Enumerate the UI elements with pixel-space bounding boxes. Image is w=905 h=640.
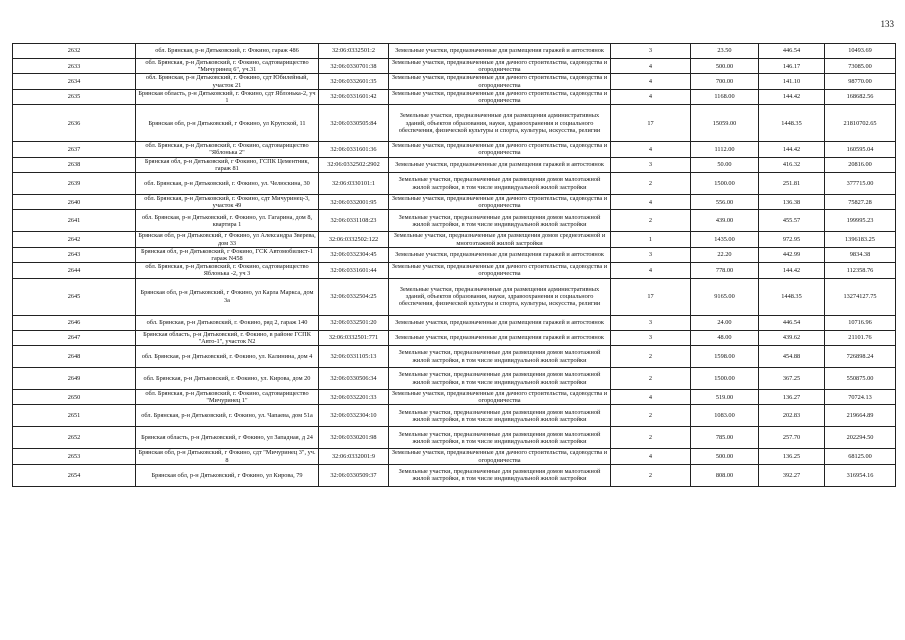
specific-value-cell: 1448.35 bbox=[759, 105, 825, 142]
group-cell: 4 bbox=[611, 74, 691, 89]
table-row bbox=[13, 390, 896, 405]
cadastral-number-cell: 32:06:0332502:122 bbox=[319, 232, 389, 247]
table-row bbox=[13, 263, 896, 278]
cadastral-value-cell: 98770.00 bbox=[825, 74, 896, 89]
address-cell: обл. Брянская, р-н Дятьковский, г. Фокино, ряд 2, гараж 140 bbox=[136, 315, 319, 330]
row-number: 2636 bbox=[13, 105, 136, 142]
area-cell: 22.20 bbox=[691, 247, 759, 262]
table-body bbox=[13, 44, 896, 487]
address-cell: обл. Брянская, р-н Дятьковский, г. Фокино, ул. Калинина, дом 4 bbox=[136, 346, 319, 368]
area-cell: 778.00 bbox=[691, 263, 759, 278]
row-number: 2654 bbox=[13, 464, 136, 486]
area-cell: 9165.00 bbox=[691, 278, 759, 315]
group-cell: 2 bbox=[611, 464, 691, 486]
land-use-cell: Земельные участки, предназначенные для размещения домов малоэтажной жилой застройки, в том числе индивидуальной жилой застройки bbox=[389, 346, 611, 368]
cadastral-value-cell: 70724.13 bbox=[825, 390, 896, 405]
row-number: 2639 bbox=[13, 173, 136, 195]
specific-value-cell: 146.17 bbox=[759, 59, 825, 74]
group-cell: 2 bbox=[611, 346, 691, 368]
cadastral-number-cell: 32:06:0331105:13 bbox=[319, 346, 389, 368]
address-cell: Брянская обл, р-н Дятьковский, г Фокино, ул Карла Маркса, дом 3а bbox=[136, 278, 319, 315]
specific-value-cell: 144.42 bbox=[759, 263, 825, 278]
table-row bbox=[13, 232, 896, 247]
group-cell: 2 bbox=[611, 368, 691, 390]
land-use-cell: Земельные участки, предназначенные для размещения административных зданий, объектов образования, науки, здравоохранения и социального обеспечения, физической культуры и спорта, культуры, искусства, религии bbox=[389, 105, 611, 142]
cadastral-number-cell: 32:06:0330701:38 bbox=[319, 59, 389, 74]
table-row bbox=[13, 210, 896, 232]
group-cell: 3 bbox=[611, 157, 691, 172]
address-cell: Брянская область, р-н Дятьковский, г. Фокино, сдт Яблонька-2, уч 1 bbox=[136, 89, 319, 104]
group-cell: 3 bbox=[611, 44, 691, 59]
address-cell: обл. Брянская, р-н Дятьковский, г. Фокино, садтоварищество "Мичуринец 1" bbox=[136, 390, 319, 405]
group-cell: 3 bbox=[611, 315, 691, 330]
address-cell: обл. Брянская, р-н Дятьковский, г. Фокино, садтоварищество Яблонька -2, уч 3 bbox=[136, 263, 319, 278]
specific-value-cell: 251.81 bbox=[759, 173, 825, 195]
cadastral-value-cell: 13274127.75 bbox=[825, 278, 896, 315]
cadastral-number-cell: 32:06:0332504:25 bbox=[319, 278, 389, 315]
area-cell: 1598.00 bbox=[691, 346, 759, 368]
cadastral-value-cell: 73085.00 bbox=[825, 59, 896, 74]
specific-value-cell: 202.83 bbox=[759, 405, 825, 427]
row-number: 2645 bbox=[13, 278, 136, 315]
land-use-cell: Земельные участки, предназначенные для дачного строительства, садоводства и огородничества bbox=[389, 263, 611, 278]
cadastral-value-cell: 160595.04 bbox=[825, 142, 896, 157]
land-use-cell: Земельные участки, предназначенные для дачного строительства, садоводства и огородничества bbox=[389, 449, 611, 464]
row-number: 2649 bbox=[13, 368, 136, 390]
land-use-cell: Земельные участки, предназначенные для дачного строительства, садоводства и огородничества bbox=[389, 59, 611, 74]
cadastral-number-cell: 32:06:0332001:9 bbox=[319, 449, 389, 464]
cadastral-number-cell: 32:06:0330509:37 bbox=[319, 464, 389, 486]
table-row bbox=[13, 157, 896, 172]
area-cell: 1500.00 bbox=[691, 368, 759, 390]
specific-value-cell: 136.25 bbox=[759, 449, 825, 464]
group-cell: 4 bbox=[611, 263, 691, 278]
row-number: 2641 bbox=[13, 210, 136, 232]
land-use-cell: Земельные участки, предназначенные для размещения домов малоэтажной жилой застройки, в том числе индивидуальной жилой застройки bbox=[389, 464, 611, 486]
cadastral-number-cell: 32:06:0331601:44 bbox=[319, 263, 389, 278]
group-cell: 2 bbox=[611, 405, 691, 427]
land-use-cell: Земельные участки, предназначенные для размещения домов среднеэтажной и многоэтажной жилой застройки bbox=[389, 232, 611, 247]
address-cell: Брянская обл, р-н Дятьковский, г Фокино, сдт "Мичуринец 3", уч. 8 bbox=[136, 449, 319, 464]
address-cell: обл. Брянская, р-н Дятьковский, г. Фокино, сдт Мичуринец-3, участок 49 bbox=[136, 195, 319, 210]
land-use-cell: Земельные участки, предназначенные для дачного строительства, садоводства и огородничества bbox=[389, 390, 611, 405]
table-row bbox=[13, 449, 896, 464]
group-cell: 17 bbox=[611, 278, 691, 315]
area-cell: 785.00 bbox=[691, 427, 759, 449]
land-use-cell: Земельные участки, предназначенные для размещения гаражей и автостоянок bbox=[389, 157, 611, 172]
area-cell: 23.50 bbox=[691, 44, 759, 59]
table-row bbox=[13, 346, 896, 368]
table-row bbox=[13, 44, 896, 59]
specific-value-cell: 257.70 bbox=[759, 427, 825, 449]
row-number: 2646 bbox=[13, 315, 136, 330]
area-cell: 1168.00 bbox=[691, 89, 759, 104]
cadastral-number-cell: 32:06:0332501:2 bbox=[319, 44, 389, 59]
cadastral-number-cell: 32:06:0331108:23 bbox=[319, 210, 389, 232]
specific-value-cell: 136.38 bbox=[759, 195, 825, 210]
cadastral-number-cell: 32:06:0332502:2902 bbox=[319, 157, 389, 172]
specific-value-cell: 141.10 bbox=[759, 74, 825, 89]
area-cell: 500.00 bbox=[691, 59, 759, 74]
cadastral-number-cell: 32:06:0330101:1 bbox=[319, 173, 389, 195]
row-number: 2635 bbox=[13, 89, 136, 104]
land-use-cell: Земельные участки, предназначенные для размещения домов малоэтажной жилой застройки, в том числе индивидуальной жилой застройки bbox=[389, 368, 611, 390]
row-number: 2650 bbox=[13, 390, 136, 405]
specific-value-cell: 416.32 bbox=[759, 157, 825, 172]
row-number: 2637 bbox=[13, 142, 136, 157]
address-cell: Брянская обл, р-н Дятьковский, г Фокино, ГСПК Цементник, гараж 81 bbox=[136, 157, 319, 172]
cadastral-value-cell: 1396183.25 bbox=[825, 232, 896, 247]
page-number: 133 bbox=[880, 19, 894, 29]
cadastral-value-cell: 316954.16 bbox=[825, 464, 896, 486]
table-row bbox=[13, 278, 896, 315]
cadastral-value-cell: 550875.00 bbox=[825, 368, 896, 390]
cadastral-value-cell: 75827.28 bbox=[825, 195, 896, 210]
group-cell: 17 bbox=[611, 105, 691, 142]
cadastral-value-cell: 21101.76 bbox=[825, 330, 896, 345]
cadastral-value-cell: 112358.76 bbox=[825, 263, 896, 278]
cadastral-value-cell: 10493.69 bbox=[825, 44, 896, 59]
specific-value-cell: 144.42 bbox=[759, 89, 825, 104]
area-cell: 808.00 bbox=[691, 464, 759, 486]
specific-value-cell: 455.57 bbox=[759, 210, 825, 232]
land-use-cell: Земельные участки, предназначенные для размещения домов малоэтажной жилой застройки, в том числе индивидуальной жилой застройки bbox=[389, 210, 611, 232]
cadastral-value-cell: 20816.00 bbox=[825, 157, 896, 172]
cadastral-number-cell: 32:06:0332304:45 bbox=[319, 247, 389, 262]
address-cell: Брянская обл, р-н Дятьковский, г Фокино, ул Александра Зверева, дом 33 bbox=[136, 232, 319, 247]
cadastral-number-cell: 32:06:0330506:34 bbox=[319, 368, 389, 390]
specific-value-cell: 367.25 bbox=[759, 368, 825, 390]
row-number: 2644 bbox=[13, 263, 136, 278]
specific-value-cell: 136.27 bbox=[759, 390, 825, 405]
row-number: 2643 bbox=[13, 247, 136, 262]
area-cell: 48.00 bbox=[691, 330, 759, 345]
address-cell: Брянская область, р-н Дятьковский, г. Фокино, в районе ГСПК "Авто-1", участок N2 bbox=[136, 330, 319, 345]
cadastral-value-cell: 168682.56 bbox=[825, 89, 896, 104]
address-cell: обл. Брянская, р-н Дятьковский, г. Фокино, сдт Юбилейный, участок 21 bbox=[136, 74, 319, 89]
cadastral-number-cell: 32:06:0331601:42 bbox=[319, 89, 389, 104]
land-use-cell: Земельные участки, предназначенные для размещения домов малоэтажной жилой застройки, в том числе индивидуальной жилой застройки bbox=[389, 427, 611, 449]
cadastral-value-cell: 10716.96 bbox=[825, 315, 896, 330]
land-use-cell: Земельные участки, предназначенные для размещения домов малоэтажной жилой застройки, в том числе индивидуальной жилой застройки bbox=[389, 405, 611, 427]
specific-value-cell: 144.42 bbox=[759, 142, 825, 157]
cadastral-number-cell: 32:06:0332001:95 bbox=[319, 195, 389, 210]
row-number: 2632 bbox=[13, 44, 136, 59]
row-number: 2651 bbox=[13, 405, 136, 427]
cadastral-value-cell: 726898.24 bbox=[825, 346, 896, 368]
land-use-cell: Земельные участки, предназначенные для дачного строительства, садоводства и огородничества bbox=[389, 142, 611, 157]
specific-value-cell: 454.88 bbox=[759, 346, 825, 368]
table-row bbox=[13, 173, 896, 195]
cadastral-value-cell: 219664.89 bbox=[825, 405, 896, 427]
specific-value-cell: 446.54 bbox=[759, 315, 825, 330]
row-number: 2640 bbox=[13, 195, 136, 210]
row-number: 2648 bbox=[13, 346, 136, 368]
area-cell: 1435.00 bbox=[691, 232, 759, 247]
group-cell: 4 bbox=[611, 59, 691, 74]
area-cell: 700.00 bbox=[691, 74, 759, 89]
land-use-cell: Земельные участки, предназначенные для размещения административных зданий, объектов образования, науки, здравоохранения и социального обеспечения, физической культуры и спорта, культуры, искусства, религии bbox=[389, 278, 611, 315]
row-number: 2647 bbox=[13, 330, 136, 345]
address-cell: обл. Брянская, р-н Дятьковский, г. Фокино, садтоварищество "Яблонька 2" bbox=[136, 142, 319, 157]
area-cell: 1083.00 bbox=[691, 405, 759, 427]
specific-value-cell: 442.99 bbox=[759, 247, 825, 262]
area-cell: 15059.00 bbox=[691, 105, 759, 142]
address-cell: обл. Брянская, р-н Дятьковский, г. Фокино, садтоварищество "Мичуринец 6", уч.31 bbox=[136, 59, 319, 74]
area-cell: 50.00 bbox=[691, 157, 759, 172]
land-use-cell: Земельные участки, предназначенные для размещения домов малоэтажной жилой застройки, в том числе индивидуальной жилой застройки bbox=[389, 173, 611, 195]
table-row bbox=[13, 427, 896, 449]
address-cell: Брянская обл, р-н Дятьковский, г Фокино, ул Кирова, 79 bbox=[136, 464, 319, 486]
land-use-cell: Земельные участки, предназначенные для размещения гаражей и автостоянок bbox=[389, 330, 611, 345]
area-cell: 24.00 bbox=[691, 315, 759, 330]
group-cell: 3 bbox=[611, 330, 691, 345]
specific-value-cell: 446.54 bbox=[759, 44, 825, 59]
row-number: 2642 bbox=[13, 232, 136, 247]
table-row bbox=[13, 74, 896, 89]
table-row bbox=[13, 405, 896, 427]
group-cell: 2 bbox=[611, 210, 691, 232]
area-cell: 1500.00 bbox=[691, 173, 759, 195]
table-row bbox=[13, 89, 896, 104]
table-row bbox=[13, 315, 896, 330]
specific-value-cell: 1448.35 bbox=[759, 278, 825, 315]
address-cell: Брянская обл, р-н Дятьковский, г Фокино, ул Крупской, 11 bbox=[136, 105, 319, 142]
address-cell: обл. Брянская, р-н Дятьковский, г. Фокино, ул. Гагарина, дом 8, квартира 1 bbox=[136, 210, 319, 232]
group-cell: 3 bbox=[611, 247, 691, 262]
group-cell: 4 bbox=[611, 89, 691, 104]
land-use-cell: Земельные участки, предназначенные для размещения гаражей и автостоянок bbox=[389, 315, 611, 330]
cadastral-value-cell: 202294.50 bbox=[825, 427, 896, 449]
land-use-cell: Земельные участки, предназначенные для размещения гаражей и автостоянок bbox=[389, 44, 611, 59]
table-row bbox=[13, 330, 896, 345]
land-use-cell: Земельные участки, предназначенные для дачного строительства, садоводства и огородничества bbox=[389, 89, 611, 104]
cadastral-value-cell: 21810702.65 bbox=[825, 105, 896, 142]
group-cell: 4 bbox=[611, 195, 691, 210]
cadastral-number-cell: 32:06:0332201:33 bbox=[319, 390, 389, 405]
area-cell: 1112.00 bbox=[691, 142, 759, 157]
cadastral-value-cell: 9834.38 bbox=[825, 247, 896, 262]
address-cell: обл. Брянская, р-н Дятьковский, г. Фокино, ул. Челюскина, 30 bbox=[136, 173, 319, 195]
land-use-cell: Земельные участки, предназначенные для размещения гаражей и автостоянок bbox=[389, 247, 611, 262]
specific-value-cell: 439.62 bbox=[759, 330, 825, 345]
cadastral-number-cell: 32:06:0331601:36 bbox=[319, 142, 389, 157]
table-row bbox=[13, 247, 896, 262]
cadastral-value-table bbox=[12, 43, 896, 487]
cadastral-number-cell: 32:06:0332501:20 bbox=[319, 315, 389, 330]
area-cell: 519.00 bbox=[691, 390, 759, 405]
cadastral-number-cell: 32:06:0332601:35 bbox=[319, 74, 389, 89]
group-cell: 1 bbox=[611, 232, 691, 247]
table-row bbox=[13, 464, 896, 486]
address-cell: обл. Брянская, р-н Дятьковский, г. Фокино, гараж 486 bbox=[136, 44, 319, 59]
area-cell: 500.00 bbox=[691, 449, 759, 464]
land-use-cell: Земельные участки, предназначенные для дачного строительства, садоводства и огородничества bbox=[389, 195, 611, 210]
table-row bbox=[13, 59, 896, 74]
group-cell: 4 bbox=[611, 390, 691, 405]
address-cell: обл. Брянская, р-н Дятьковский, г. Фокино, ул. Чапаева, дом 51а bbox=[136, 405, 319, 427]
table-row bbox=[13, 105, 896, 142]
table-row bbox=[13, 195, 896, 210]
area-cell: 556.00 bbox=[691, 195, 759, 210]
row-number: 2653 bbox=[13, 449, 136, 464]
cadastral-number-cell: 32:06:0330505:84 bbox=[319, 105, 389, 142]
land-use-cell: Земельные участки, предназначенные для дачного строительства, садоводства и огородничества bbox=[389, 74, 611, 89]
row-number: 2638 bbox=[13, 157, 136, 172]
cadastral-value-cell: 199995.23 bbox=[825, 210, 896, 232]
cadastral-number-cell: 32:06:0332501:771 bbox=[319, 330, 389, 345]
group-cell: 2 bbox=[611, 173, 691, 195]
cadastral-number-cell: 32:06:0330201:98 bbox=[319, 427, 389, 449]
table-row bbox=[13, 368, 896, 390]
specific-value-cell: 972.95 bbox=[759, 232, 825, 247]
specific-value-cell: 392.27 bbox=[759, 464, 825, 486]
group-cell: 4 bbox=[611, 142, 691, 157]
area-cell: 439.00 bbox=[691, 210, 759, 232]
row-number: 2634 bbox=[13, 74, 136, 89]
group-cell: 4 bbox=[611, 449, 691, 464]
cadastral-value-cell: 377715.00 bbox=[825, 173, 896, 195]
row-number: 2633 bbox=[13, 59, 136, 74]
row-number: 2652 bbox=[13, 427, 136, 449]
address-cell: Брянская область, р-н Дятьковский, г Фокино, ул Западная, д 24 bbox=[136, 427, 319, 449]
address-cell: Брянская обл, р-н Дятьковский, г Фокино, ГСК Автомобилист-1 гараж N458 bbox=[136, 247, 319, 262]
group-cell: 2 bbox=[611, 427, 691, 449]
cadastral-value-cell: 68125.00 bbox=[825, 449, 896, 464]
cadastral-number-cell: 32:06:0332304:10 bbox=[319, 405, 389, 427]
address-cell: обл. Брянская, р-н Дятьковский, г. Фокино, ул. Кирова, дом 20 bbox=[136, 368, 319, 390]
table-row bbox=[13, 142, 896, 157]
